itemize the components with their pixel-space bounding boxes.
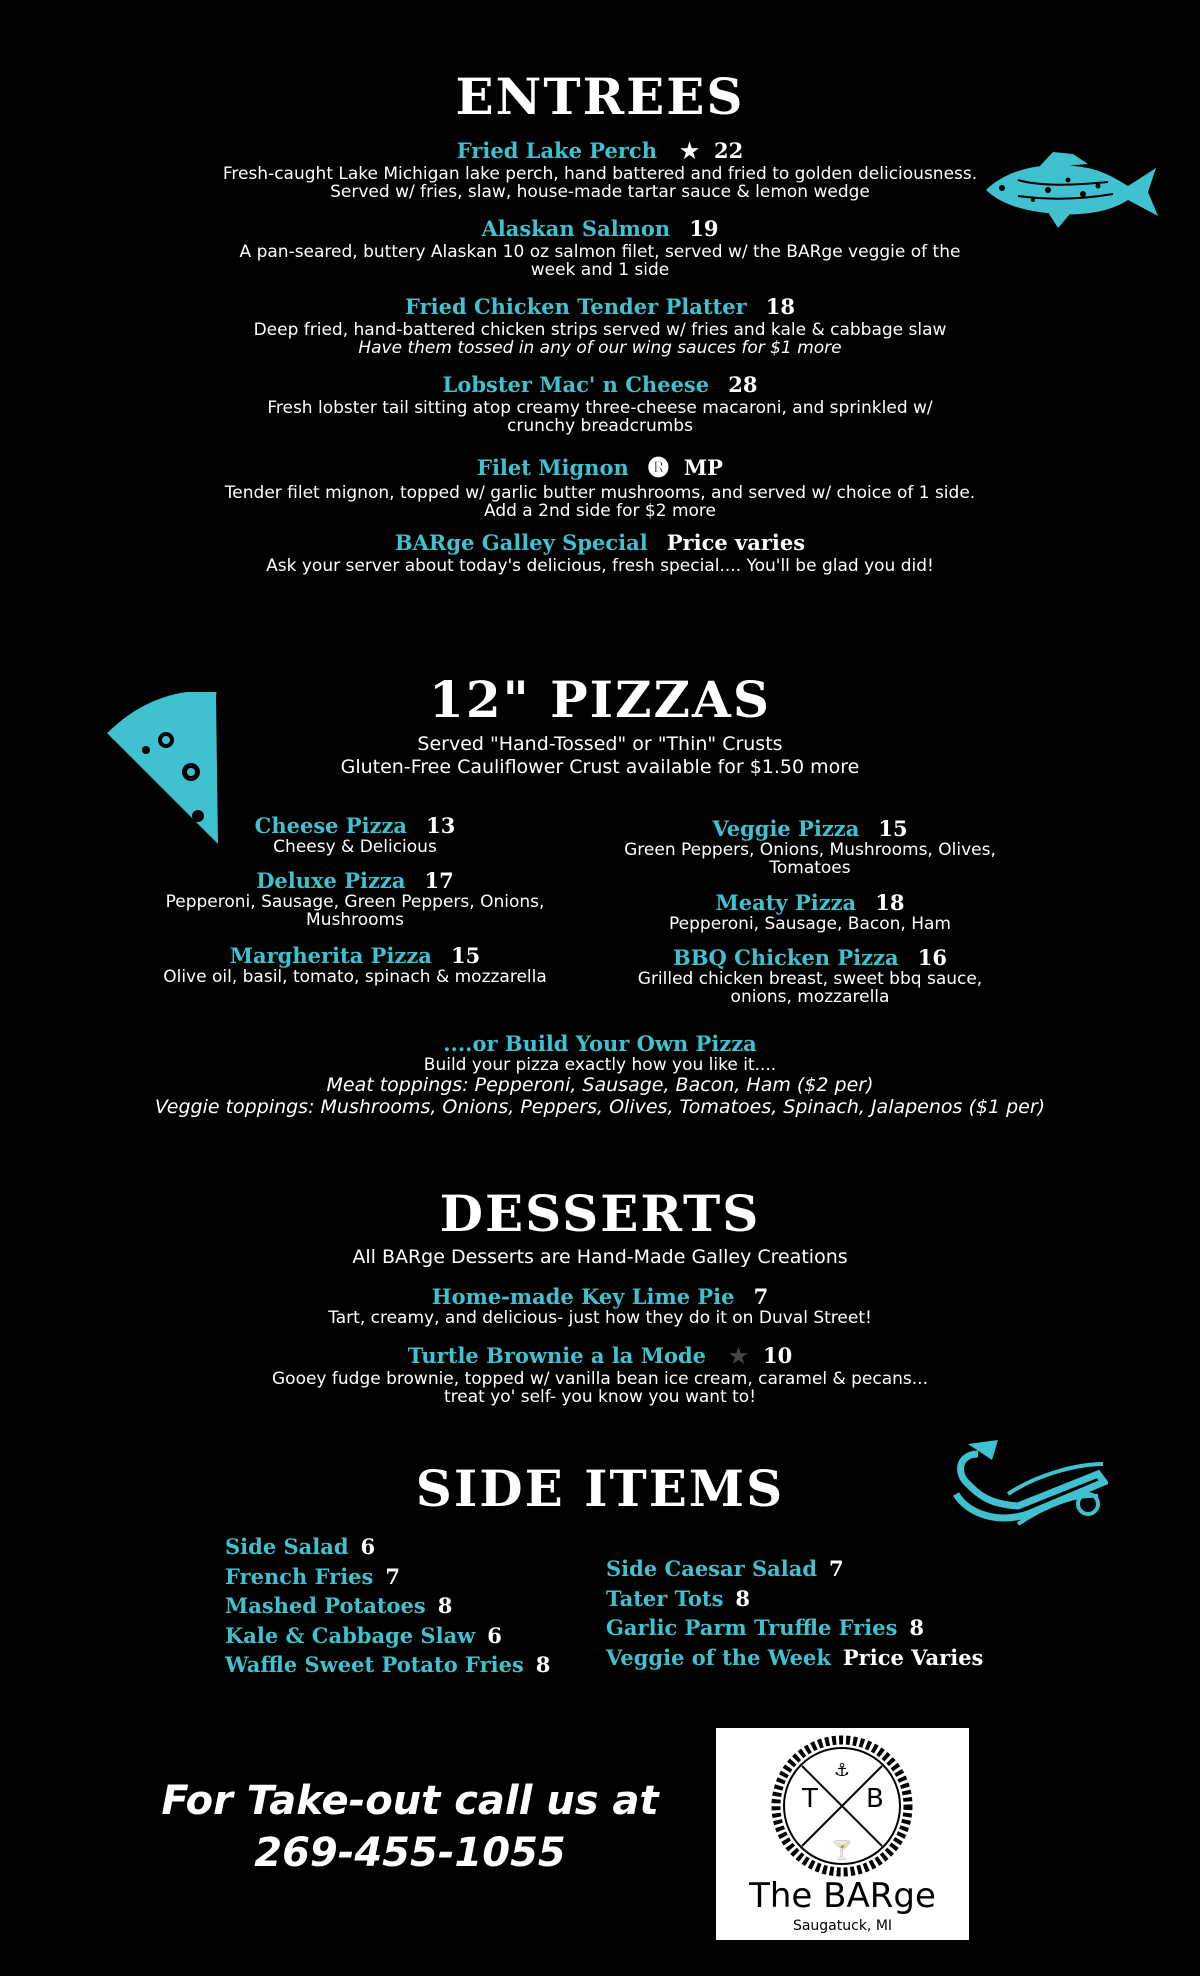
menu-item-cheese-pizza (150, 813, 560, 856)
veggie-toppings: Veggie toppings: Mushrooms, Onions, Peppers, Olives, Tomatoes, Spinach, Jalapenos ($1 per) (154, 1096, 1046, 1118)
item-name: Alaskan Salmon (481, 216, 671, 241)
item-name: Turtle Brownie a la Mode (407, 1343, 707, 1368)
signature-star-icon: ★ (680, 138, 699, 163)
item-name: Tater Tots (606, 1585, 724, 1611)
menu-item-deluxe-pizza (150, 868, 560, 929)
item-price: 7 (385, 1563, 400, 1589)
side-item (225, 1650, 550, 1680)
item-price: 8 (735, 1585, 751, 1611)
logo-letter-left: T (802, 1784, 818, 1814)
pizzas-heading: 12" PIZZAS (429, 670, 771, 729)
item-price: 19 (689, 216, 719, 241)
entrees-heading: ENTREES (455, 67, 745, 126)
menu-item-key-lime-pie (0, 1284, 1200, 1327)
svg-text:🍸: 🍸 (830, 1840, 854, 1861)
item-name: Side Salad (225, 1534, 349, 1559)
item-price: 6 (487, 1622, 502, 1648)
item-price: 28 (728, 372, 758, 397)
side-item (225, 1621, 550, 1651)
item-description: A pan-seared, buttery Alaskan 10 oz salmon filet, served w/ the BARge veggie of the week and 1 side (239, 242, 961, 280)
fish-icon (978, 150, 1161, 232)
phone-number[interactable]: 269-455-1055 (254, 1830, 566, 1876)
logo-name: The BARge (749, 1876, 936, 1916)
menu-item-bbq-chicken-pizza (600, 945, 1020, 1006)
logo-location: Saugatuck, MI (792, 1918, 893, 1934)
menu-item-galley-special (0, 530, 1200, 575)
item-name: BARge Galley Special (394, 530, 648, 555)
item-name: Fried Lake Perch (456, 138, 657, 163)
item-name: Fried Chicken Tender Platter (405, 294, 747, 319)
item-description: Deep fried, hand-battered chicken strips served w/ fries and kale & cabbage slaw (253, 320, 947, 340)
item-price: Price varies (666, 530, 806, 555)
item-name: Side Caesar Salad (606, 1556, 818, 1581)
item-price: 7 (753, 1284, 769, 1309)
desserts-subtitle: All BARge Desserts are Hand-Made Galley Creations (352, 1246, 848, 1268)
menu-item-turtle-brownie (0, 1343, 1200, 1406)
item-price: 10 (763, 1343, 793, 1368)
anchor-icon (948, 1434, 1108, 1534)
side-items-heading: SIDE ITEMS (415, 1459, 785, 1518)
pizzas-subtitle-gluten-free: Gluten-Free Cauliflower Crust available for $1.50 more (340, 756, 860, 778)
item-name: Meaty Pizza (715, 890, 857, 915)
item-price: 22 (714, 138, 744, 163)
item-name: Kale & Cabbage Slaw (225, 1622, 476, 1648)
menu-item-meaty-pizza (600, 890, 1020, 933)
item-description: Pepperoni, Sausage, Bacon, Ham (669, 914, 951, 934)
item-name: Mashed Potatoes (225, 1593, 426, 1618)
item-name: Veggie Pizza (712, 816, 860, 841)
menu-item-margherita-pizza (150, 943, 560, 986)
side-item (225, 1532, 550, 1562)
item-price: 18 (765, 294, 795, 319)
item-price: 7 (829, 1556, 844, 1581)
item-price: 15 (450, 943, 481, 968)
takeout-line: For Take-out call us at (161, 1778, 659, 1824)
item-description: Fresh-caught Lake Michigan lake perch, hand battered and fried to golden deliciousness. Served w/ fries, slaw, house-made tartar sauce & lemon wedge (222, 164, 978, 202)
item-name: Home-made Key Lime Pie (431, 1284, 735, 1309)
logo-emblem-icon (770, 1734, 914, 1878)
side-item (225, 1591, 550, 1621)
menu-item-build-your-own-pizza (0, 1031, 1200, 1118)
item-description: Cheesy & Delicious (273, 837, 437, 857)
item-description: Fresh lobster tail sitting atop creamy three-cheese macaroni, and sprinkled w/ crunchy breadcrumbs (267, 398, 933, 436)
item-description: Olive oil, basil, tomato, spinach & mozzarella (163, 967, 547, 987)
logo-letter-right: B (866, 1784, 884, 1814)
pizzas-subtitle-crusts: Served "Hand-Tossed" or "Thin" Crusts (417, 733, 783, 755)
item-description: Gooey fudge brownie, topped w/ vanilla bean ice cream, caramel & pecans... treat yo' self- you know you want to! (272, 1369, 928, 1407)
side-items-left-column (225, 1532, 550, 1680)
logo (716, 1728, 969, 1940)
takeout-callout (150, 1775, 670, 1879)
item-description: Ask your server about today's delicious, fresh special.... You'll be glad you did! (266, 556, 934, 576)
item-description: Pepperoni, Sausage, Green Peppers, Onions, Mushrooms (165, 892, 545, 930)
side-item (606, 1554, 983, 1584)
item-price: 8 (535, 1652, 551, 1677)
item-price: Price Varies (842, 1644, 984, 1670)
menu-item-lobster-mac (0, 372, 1200, 435)
item-name: Margherita Pizza (229, 943, 432, 968)
item-note: Have them tossed in any of our wing sauces for $1 more (358, 338, 842, 358)
menu-item-chicken-tender-platter (0, 294, 1200, 357)
registered-badge-icon: 🅡 (647, 455, 669, 480)
desserts-heading: DESSERTS (439, 1184, 761, 1243)
item-price: 16 (917, 945, 947, 970)
item-name: Filet Mignon (477, 455, 629, 480)
meat-toppings: Meat toppings: Pepperoni, Sausage, Bacon, Ham ($2 per) (326, 1074, 874, 1096)
side-item (606, 1643, 983, 1673)
item-name: Garlic Parm Truffle Fries (606, 1615, 898, 1640)
item-price: MP (683, 455, 723, 480)
item-name: BBQ Chicken Pizza (673, 945, 899, 970)
item-description: Tart, creamy, and delicious- just how they do it on Duval Street! (328, 1308, 872, 1328)
item-price: 15 (878, 816, 908, 841)
side-items-right-column (606, 1554, 983, 1672)
item-price: 17 (424, 868, 454, 893)
item-price: 18 (875, 890, 905, 915)
signature-star-icon: ★ (729, 1343, 748, 1368)
menu-item-veggie-pizza (600, 816, 1020, 877)
item-name: Waffle Sweet Potato Fries (225, 1652, 524, 1677)
item-name: ....or Build Your Own Pizza (443, 1031, 757, 1056)
item-name: Veggie of the Week (606, 1644, 831, 1670)
item-name: Deluxe Pizza (256, 868, 406, 893)
side-item (606, 1613, 983, 1643)
item-description: Green Peppers, Onions, Mushrooms, Olives, Tomatoes (624, 840, 996, 878)
item-price: 8 (909, 1615, 925, 1640)
side-item (225, 1562, 550, 1592)
item-description: Tender filet mignon, topped w/ garlic butter mushrooms, and served w/ choice of 1 side. Add a 2nd side for $2 more (224, 483, 976, 521)
item-description: Grilled chicken breast, sweet bbq sauce, onions, mozzarella (637, 969, 983, 1007)
item-name: French Fries (225, 1563, 374, 1589)
item-price: 13 (426, 813, 456, 838)
side-item (606, 1584, 983, 1614)
item-price: 8 (437, 1593, 453, 1618)
item-price: 6 (360, 1534, 376, 1559)
item-name: Cheese Pizza (254, 813, 408, 838)
svg-text:⚓: ⚓ (833, 1760, 851, 1781)
item-description: Build your pizza exactly how you like it.... (423, 1055, 777, 1075)
menu-item-filet-mignon (0, 452, 1200, 520)
item-name: Lobster Mac' n Cheese (442, 372, 710, 397)
